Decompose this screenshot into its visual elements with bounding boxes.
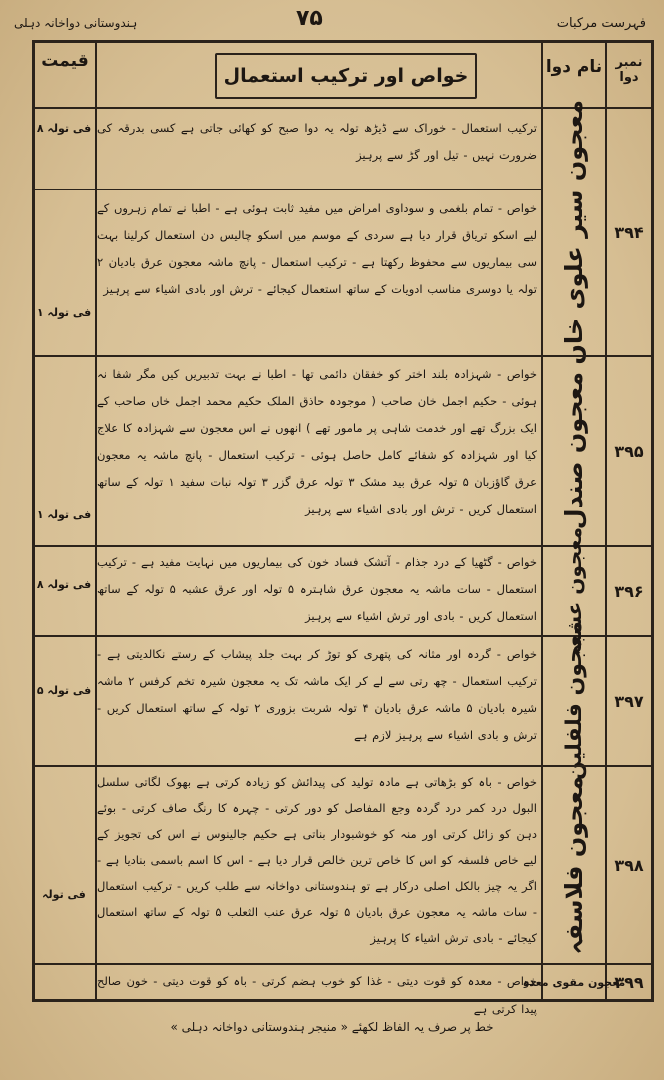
medicine-name: معجون فلاسفہ (560, 775, 588, 955)
price-cell: فی تولہ ۸ (36, 122, 92, 135)
description-cell: خواص - تمام بلغمی و سوداوی امراض میں مفید ثابت ہوئی ہے - اطبا نے تمام زہروں کے لیے اسکو تریاق قرار دیا ہے سردی کے موسم میں اسکو چالیس دن استعمال کرلینا بہت سی بیماریوں سے محفوظ رکھتا ہے - ترکیب استعمال - پانچ ماشہ معجون عرق بادیان ۲ تولہ یا دوسری مناسب ادویات کے ساتھ استعمال کیجائے - ترش اور بادی اشیاء سے پرہیز (97, 201, 537, 296)
column-header-title: خواص اور ترکیب استعمال (215, 53, 477, 99)
page-footer: خط پر صرف یہ الفاظ لکھئے « منیجر ہندوستانی دواخانہ دہلی » (170, 1020, 494, 1034)
medicine-name-cell (543, 99, 605, 365)
medicine-name-cell (543, 357, 605, 545)
medicine-number-cell: ۳۹۵ (614, 441, 644, 461)
price-cell: فی تولہ ۸ (36, 578, 92, 591)
header-right-text: فہرست مرکبات (556, 16, 646, 31)
medicine-name: معجون صندل (560, 372, 588, 530)
medicine-table (32, 40, 654, 1016)
medicine-name: معجون فلفلین (561, 621, 587, 781)
description-cell: خواص - معدہ کو قوت دیتی - غذا کو خوب ہضم کرتی - باہ کو قوت دیتی - خون صالح پیدا کرتی ہے (97, 974, 537, 1016)
medicine-name: معجون مقوی معدہ (522, 975, 626, 989)
medicine-name: معجون سیر علوی خاں (560, 99, 588, 365)
medicine-name: معجون عشبہ (562, 526, 586, 656)
column-header-name: نام دوا (545, 57, 603, 77)
description-cell: خواص - گٹھیا کے درد جذام - آتشک فساد خون کی بیماریوں میں نہایت مفید ہے - ترکیب استعمال - سات ماشہ یہ معجون عرق شاہترہ ۵ تولہ اور عرق عشبہ ۵ تولہ کے ساتھ استعمال کریں - بادی اور ترش اشیاء سے پرہیز (97, 555, 537, 623)
description-cell: ترکیب استعمال - خوراک سے ڈیڑھ تولہ یہ دوا صبح کو کھائی جاتی ہے کسی بدرقہ کی ضرورت نہیں - تیل اور گڑ سے پرہیز (97, 121, 537, 162)
medicine-number-cell: ۳۹۶ (614, 581, 644, 601)
row-divider (35, 189, 541, 190)
medicine-number-cell: ۳۹۹ (614, 972, 644, 992)
medicine-number-cell: ۳۹۷ (614, 691, 644, 711)
page-header (0, 6, 664, 38)
medicine-name-cell (543, 621, 605, 781)
price-cell: فی تولہ ۱ (36, 508, 92, 521)
medicine-number-cell: ۳۹۸ (614, 855, 644, 875)
medicine-number-cell: ۳۹۴ (614, 222, 644, 242)
description-cell: خواص - گردہ اور مثانہ کی پتھری کو توڑ کر بہت جلد پیشاب کے رستے نکالدیتی ہے - ترکیب استعمال - چھ رتی سے لے کر ایک ماشہ تک یہ معجون شیرہ تخم کرفس ۲ ماشہ شیرہ بادیان ۵ ماشہ عرق بادیان ۴ تولہ شربت بزوری ۲ تولہ کے ساتھ استعمال کریں - ترش و بادی اشیاء سے پرہیز لازم ہے (97, 647, 537, 742)
header-left-text: ہندوستانی دواخانہ دہلی (14, 16, 138, 30)
price-cell: فی تولہ (42, 888, 86, 901)
description-cell: خواص - شہزادہ بلند اختر کو خفقان دائمی تھا - اطبا نے بہت تدبیریں کیں مگر شفا نہ ہوئی - حکیم اجمل خان صاحب ( موجودہ حاذق الملک حکیم محمد اجمل خاں صاحب کے ایک بزرگ تھے اور خدمت شاہی پر مامور تھے ) انھوں نے اس معجون سے شہزادہ کا علاج کیا اور شہزادہ کو شفائے کامل حاصل ہوئی - ترکیب استعمال - پانچ ماشہ یہ معجون عرق گاؤزبان ۵ تولہ عرق بید مشک ۳ تولہ عرق گزر ۳ تولہ نبات سفید ۱ تولہ کے ساتھ استعمال کریں - ترش اور بادی اشیاء سے پرہیز (97, 367, 537, 516)
description-cell: خواص - باہ کو بڑھاتی ہے مادہ تولید کی پیدائش کو زیادہ کرتی ہے بھوک لگاتی سلسل البول درد کمر درد گردہ وجع المفاصل کو دور کرتی - چہرہ کا رنگ صاف کرتی - بوئے دہن کو زائل کرتی اور منہ کو خوشبودار بناتی ہے حکیم جالینوس نے اس کی تجویز کے لیے خاص فلسفہ کو اس کا خاص ترین خالص قرار دیا ہے - اس کا اسم باسمی بنادیا ہے - اگر یہ چیز بالکل اصلی درکار ہے تو ہندوستانی دواخانہ سے طلب کریں - ترکیب استعمال - سات ماشہ یہ معجون عرق بادیان ۵ تولہ عرق عنب الثعلب ۵ تولہ کے ساتھ استعمال کیجائے - بادی ترش اشیاء کا پرہیز (97, 775, 537, 945)
medicine-name-cell (543, 767, 605, 963)
medicine-name-cell (522, 965, 626, 999)
price-cell: فی تولہ ۵ (36, 684, 92, 697)
column-header-number: نمبر دوا (615, 55, 643, 85)
page-number: ۷۵ (296, 6, 323, 31)
price-cell: فی تولہ ۱ (36, 306, 92, 319)
column-header-price: قیمت (41, 51, 89, 71)
